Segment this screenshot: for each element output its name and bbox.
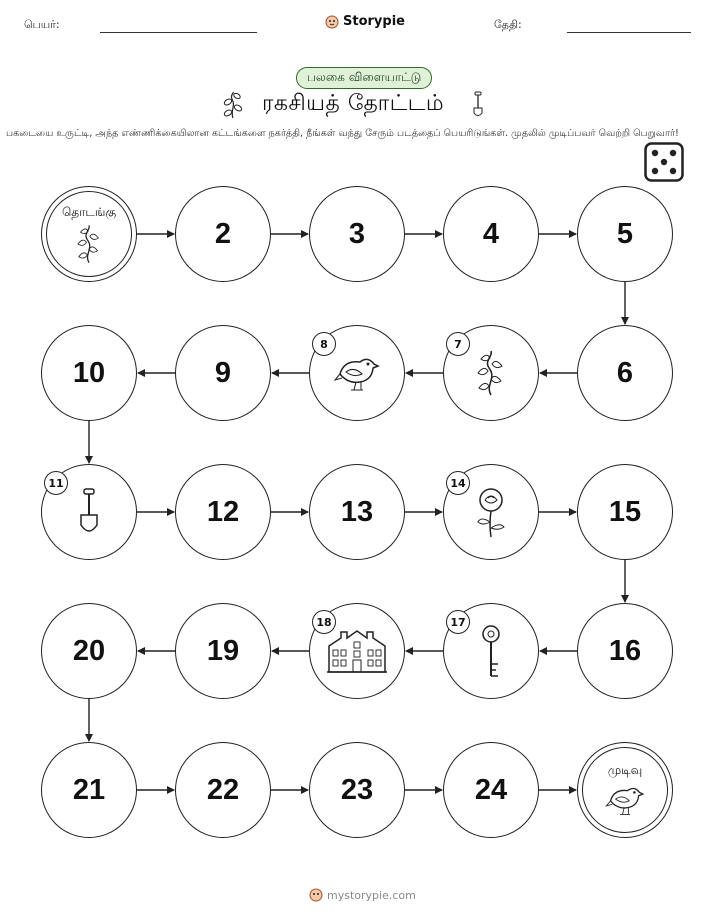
board-space-14	[443, 464, 539, 560]
shovel-icon	[76, 487, 102, 537]
space-number-badge: 8	[312, 332, 336, 356]
board-space-24	[443, 742, 539, 838]
space-number: 12	[206, 495, 240, 528]
vine-icon	[469, 350, 513, 396]
vine-icon	[70, 224, 107, 263]
bird-icon	[334, 352, 380, 394]
space-number: 20	[72, 634, 106, 667]
rose-icon	[473, 486, 509, 538]
board-space-6	[577, 325, 673, 421]
footer-site: mystorypie.com	[327, 888, 416, 902]
space-number: 5	[616, 217, 634, 250]
board-space-11	[41, 464, 137, 560]
footer	[309, 888, 416, 902]
board-space-17	[443, 603, 539, 699]
board-space-13	[309, 464, 405, 560]
key-icon	[478, 624, 504, 678]
board-space-12	[175, 464, 271, 560]
space-number: 22	[206, 773, 240, 806]
board-space-3	[309, 186, 405, 282]
board-space-19	[175, 603, 271, 699]
space-number: 23	[340, 773, 374, 806]
board-space-2	[175, 186, 271, 282]
board-space-4	[443, 186, 539, 282]
page-title: ரகசியத் தோட்டம்	[262, 91, 445, 116]
board-space-8	[309, 325, 405, 421]
mascot-icon	[309, 888, 323, 902]
space-number: 13	[340, 495, 374, 528]
start-space	[41, 186, 137, 282]
space-number-badge: 18	[312, 610, 336, 634]
space-number: 4	[482, 217, 500, 250]
space-number: 15	[608, 495, 642, 528]
space-number: 21	[72, 773, 106, 806]
board-space-23	[309, 742, 405, 838]
board-space-16	[577, 603, 673, 699]
finish-label: முடிவு	[607, 763, 643, 777]
board-space-18	[309, 603, 405, 699]
space-number: 3	[348, 217, 366, 250]
instructions: பகடையை உருட்டி, அந்த எண்ணிக்கையிலான கட்டங்களை நகர்த்தி, நீங்கள் வந்து சேரும் படத்தைப் பெயரிடுங்கள். முதலில் முடிப்பவர் வெற்றி பெறுவார்!	[6, 128, 679, 139]
space-number: 10	[72, 356, 106, 389]
board-space-22	[175, 742, 271, 838]
board-space-9	[175, 325, 271, 421]
board-space-21	[41, 742, 137, 838]
space-number: 24	[474, 773, 508, 806]
finish-space	[577, 742, 673, 838]
name-label: பெயர்:	[24, 18, 60, 31]
space-number: 9	[214, 356, 232, 389]
space-number: 6	[616, 356, 634, 389]
bird-icon	[605, 782, 644, 818]
board-space-15	[577, 464, 673, 560]
brand-name: Storypie	[343, 14, 405, 29]
space-number-badge: 11	[44, 471, 68, 495]
board-space-7	[443, 325, 539, 421]
game-type-tag: பலகை விளையாட்டு	[296, 67, 432, 89]
start-label: தொடங்கு	[61, 205, 117, 219]
board-space-10	[41, 325, 137, 421]
space-number: 2	[214, 217, 232, 250]
mansion-icon	[325, 628, 389, 674]
board-space-5	[577, 186, 673, 282]
date-label: தேதி:	[494, 18, 522, 31]
board-space-20	[41, 603, 137, 699]
space-number: 16	[608, 634, 642, 667]
space-number-badge: 14	[446, 471, 470, 495]
space-number-badge: 17	[446, 610, 470, 634]
space-number: 19	[206, 634, 240, 667]
space-number-badge: 7	[446, 332, 470, 356]
